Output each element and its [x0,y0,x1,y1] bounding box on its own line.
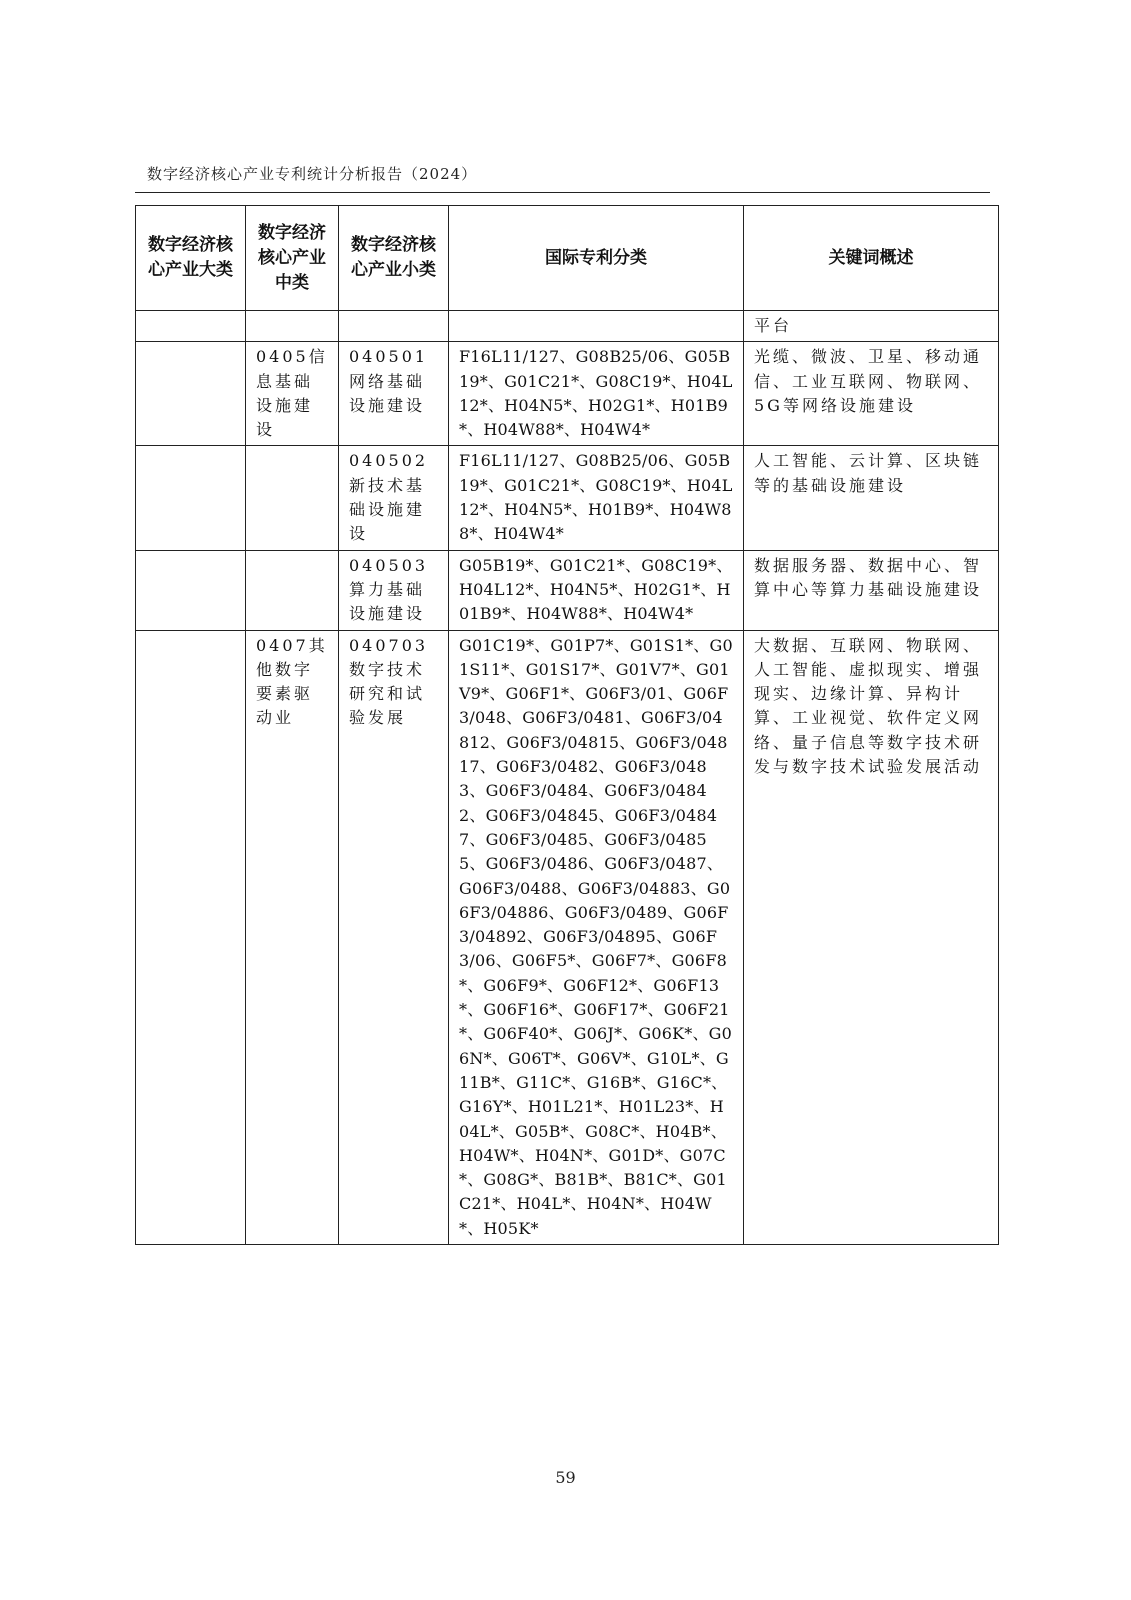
table-row [136,342,999,446]
ipc-classification-table [135,205,999,1245]
table-row-continuation [136,311,999,342]
cell-minor: 040703数字技术研究和试验发展 [339,630,449,1244]
cell-middle [246,550,339,630]
cell-keywords: 平台 [744,311,999,342]
cell-middle [246,311,339,342]
cell-ipc: F16L11/127、G08B25/06、G05B19*、G01C21*、G08C19*、H04L12*、H04N5*、H01B9*、H04W88*、H04W4* [449,446,744,550]
cell-keywords: 人工智能、云计算、区块链等的基础设施建设 [744,446,999,550]
header-rule [135,192,990,193]
cell-minor: 040501网络基础设施建设 [339,342,449,446]
cell-major [136,630,246,1244]
cell-major [136,446,246,550]
column-header-ipc: 国际专利分类 [449,206,744,311]
running-header: 数字经济核心产业专利统计分析报告（2024） [147,165,478,183]
cell-ipc: G01C19*、G01P7*、G01S1*、G01S11*、G01S17*、G01V7*、G01V9*、G06F1*、G06F3/01、G06F3/048、G06F3/0481、G06F3/04812、G06F3/04815、G06F3/04817、G06F3/0482、G06F3/0483、G06F3/0484、G06F3/04842、G06F3/04845、G06F3/04847、G06F3/0485、G06F3/04855、G06F3/0486、G06F3/0487、G06F3/0488、G06F3/04883、G06F3/04886、G06F3/0489、G06F3/04892、G06F3/04895、G06F3/06、G06F5*、G06F7*、G06F8*、G06F9*、G06F12*、G06F13*、G06F16*、G06F17*、G06F21*、G06F40*、G06J*、G06K*、G06N*、G06T*、G06V*、G10L*、G11B*、G11C*、G16B*、G16C*、G16Y*、H01L21*、H01L23*、H04L*、G05B*、G08C*、H04B*、H04W*、H04N*、G01D*、G07C*、G08G*、B81B*、B81C*、G01C21*、H04L*、H04N*、H04W*、H05K* [449,630,744,1244]
table-row [136,446,999,550]
cell-keywords: 数据服务器、数据中心、智算中心等算力基础设施建设 [744,550,999,630]
cell-keywords: 大数据、互联网、物联网、人工智能、虚拟现实、增强现实、边缘计算、异构计算、工业视觉、软件定义网络、量子信息等数字技术研发与数字技术试验发展活动 [744,630,999,1244]
cell-ipc [449,311,744,342]
column-header-keywords: 关键词概述 [744,206,999,311]
column-header-middle: 数字经济核心产业中类 [246,206,339,311]
table-header-row [136,206,999,311]
cell-minor [339,311,449,342]
cell-major [136,342,246,446]
cell-middle: 0407其他数字要素驱动业 [246,630,339,1244]
cell-ipc: F16L11/127、G08B25/06、G05B19*、G01C21*、G08C19*、H04L12*、H04N5*、H02G1*、H01B9*、H04W88*、H04W4* [449,342,744,446]
column-header-minor: 数字经济核心产业小类 [339,206,449,311]
cell-middle: 0405信息基础设施建设 [246,342,339,446]
table-row [136,550,999,630]
page-number: 59 [555,1468,576,1487]
cell-major [136,550,246,630]
cell-keywords: 光缆、微波、卫星、移动通信、工业互联网、物联网、5G等网络设施建设 [744,342,999,446]
cell-minor: 040502新技术基础设施建设 [339,446,449,550]
table-row [136,630,999,1244]
cell-major [136,311,246,342]
cell-middle [246,446,339,550]
column-header-major: 数字经济核心产业大类 [136,206,246,311]
cell-ipc: G05B19*、G01C21*、G08C19*、H04L12*、H04N5*、H02G1*、H01B9*、H04W88*、H04W4* [449,550,744,630]
cell-minor: 040503算力基础设施建设 [339,550,449,630]
